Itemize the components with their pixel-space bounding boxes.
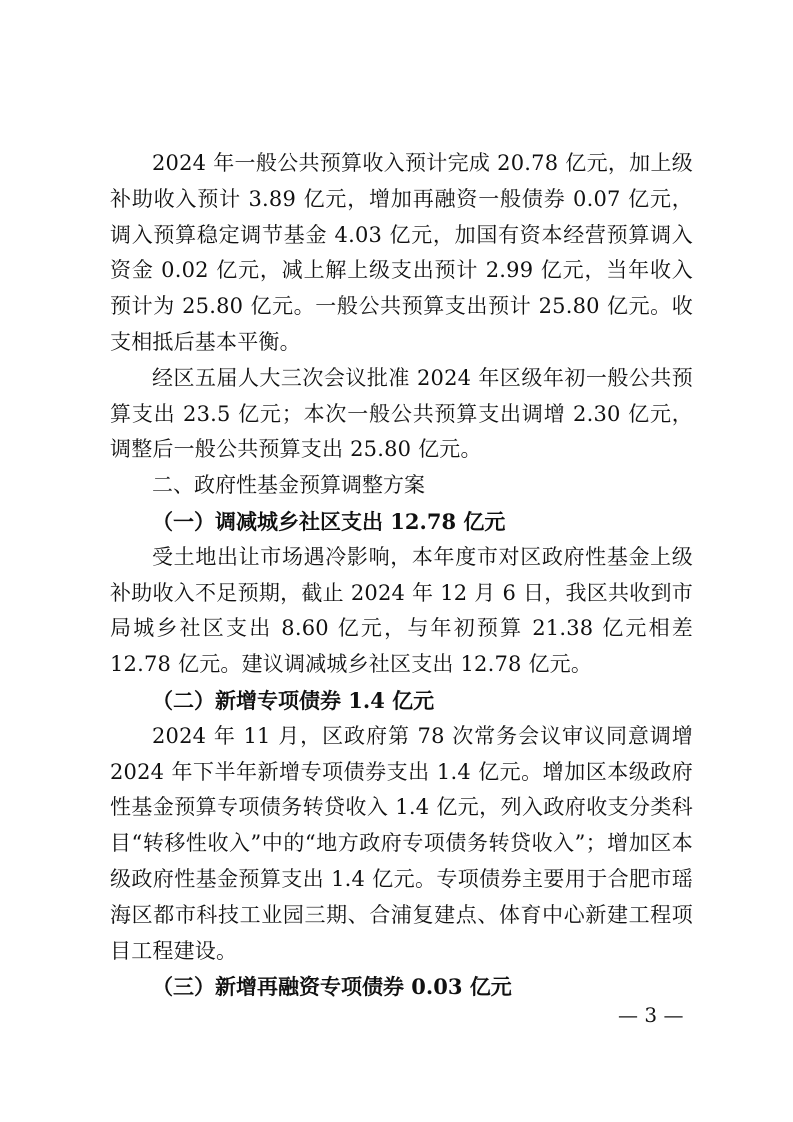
subheading-refinancing-special-bonds: （三）新增再融资专项债券 0.03 亿元 (152, 974, 512, 1000)
subheading-new-special-bonds: （二）新增专项债券 1.4 亿元 (152, 687, 435, 713)
document-body (110, 146, 693, 1005)
section-heading-fund-budget: 二、政府性基金预算调整方案 (152, 473, 425, 498)
paragraph-new-special-bonds: 2024 年 11 月，区政府第 78 次常务会议审议同意调增 2024 年下半年新增专项债券支出 1.4 亿元。增加区本级政府性基金预算专项债务转贷收入 1.4 亿元，列入政府收支分类科目“转移性收入”中的“地方政府专项债务转贷收入”；增加区本级政府性基金预算支出 1.4 亿元。专项债券主要用于合肥市瑶海区都市科技工业园三期、合浦复建点、体育中心新建工程项目工程建设。 (110, 723, 693, 963)
paragraph-urban-rural-expenditure: 受土地出让市场遇冷影响，本年度市对区政府性基金上级补助收入不足预期，截止 2024 年 12 月 6 日，我区共收到市局城乡社区支出 8.60 亿元，与年初预算 21.38 亿元相差 12.78 亿元。建议调减城乡社区支出 12.78 亿元。 (110, 544, 693, 677)
paragraph-general-budget-expenditure: 经区五届人大三次会议批准 2024 年区级年初一般公共预算支出 23.5 亿元；本次一般公共预算支出调增 2.30 亿元，调整后一般公共预算支出 25.80 亿元。 (110, 365, 693, 462)
page-number: — 3 — (618, 1003, 684, 1027)
subheading-urban-rural-expenditure: （一）调减城乡社区支出 12.78 亿元 (152, 508, 506, 534)
paragraph-general-budget-revenue: 2024 年一般公共预算收入预计完成 20.78 亿元，加上级补助收入预计 3.89 亿元，增加再融资一般债券 0.07 亿元，调入预算稳定调节基金 4.03 亿元，加国有资本经营预算调入资金 0.02 亿元，减上解上级支出预计 2.99 亿元，当年收入预计为 25.80 亿元。一般公共预算支出预计 25.80 亿元。收支相抵后基本平衡。 (110, 151, 693, 354)
